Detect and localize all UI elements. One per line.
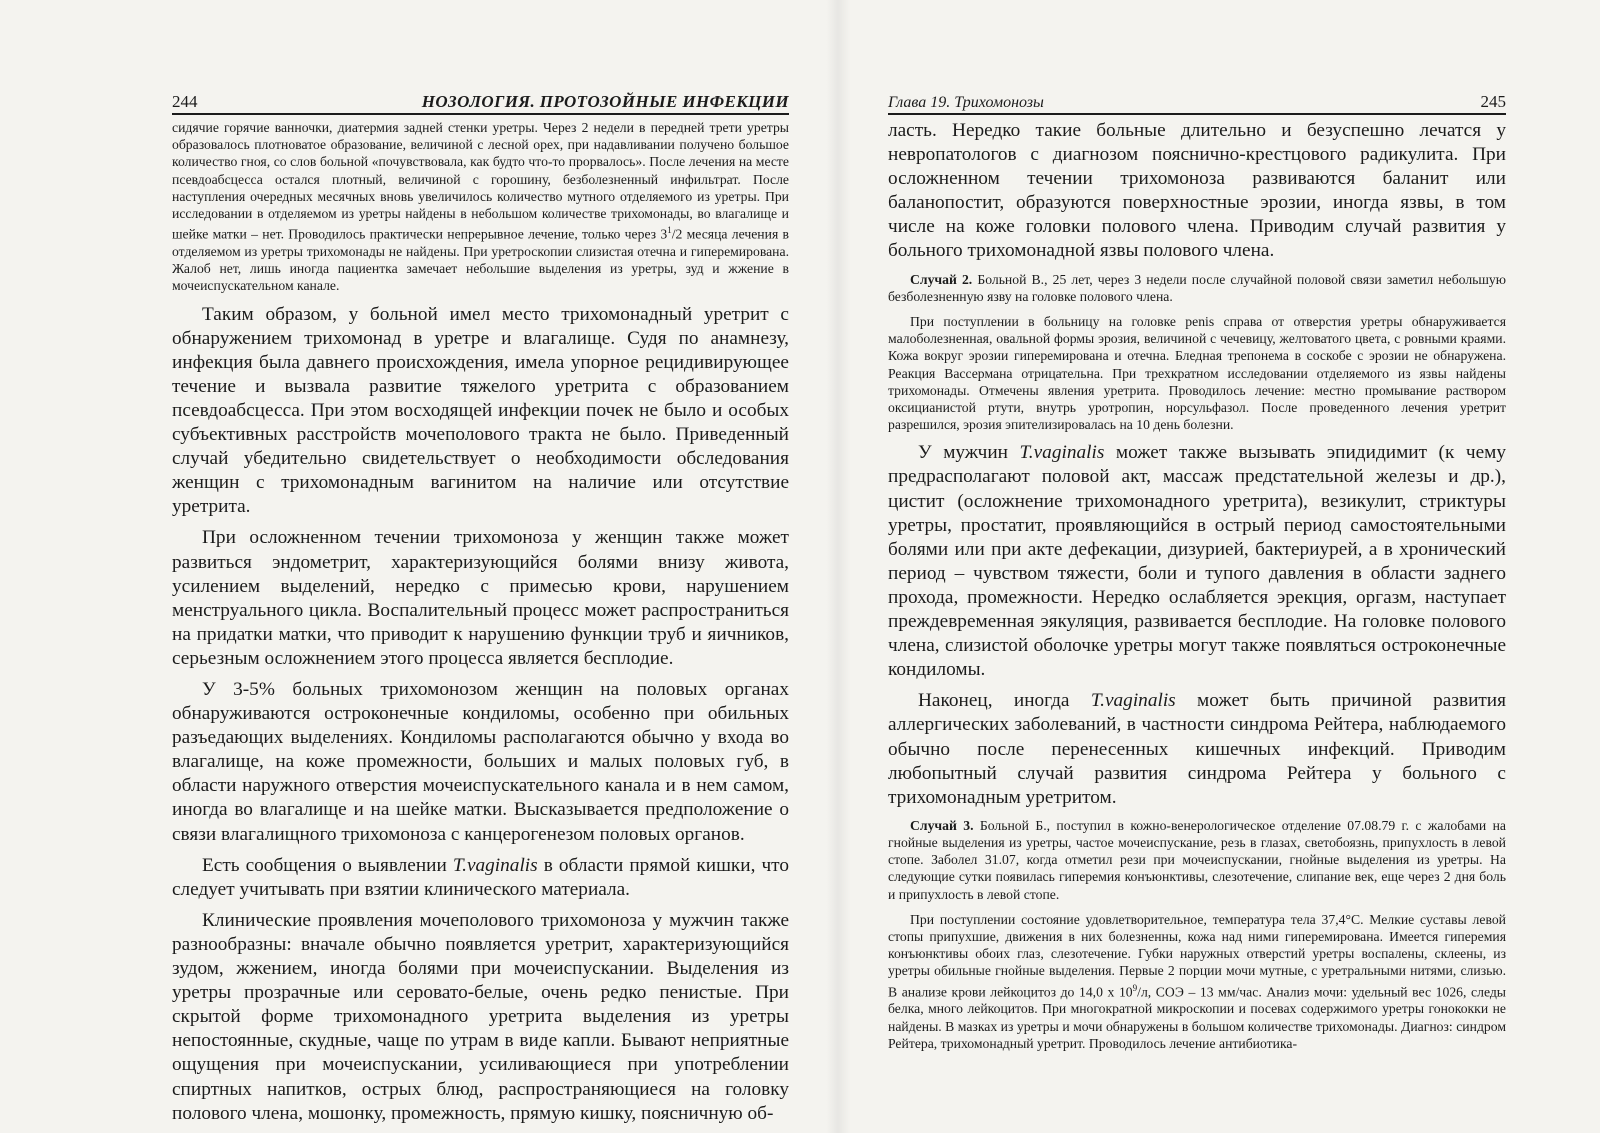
case2-intro: Случай 2. Больной В., 25 лет, через 3 недели после случайной половой связи заметил небольшую безболезненную язву на головке полового члена.: [888, 271, 1507, 304]
right-paragraph-3: Наконец, иногда T.vaginalis может быть причиной развития аллергических заболеваний, в частности синдрома Рейтера, наблюдаемого обычно после перенесенных кишечных инфекций. Приводим любопытный случай развития синдрома Рейтера у больного с трихомонадным уретритом.: [888, 690, 1506, 808]
right-running-head: [888, 82, 1506, 115]
left-paragraph-2: При осложненном течении трихомоноза у женщин также может развиться эндометрит, характеризующийся болями внизу живота, усилением выделений, нередко с примесью крови, нарушением менструального цикла. Воспалительный процесс может распространиться на придатки матки, что приводит к нарушению функции труб и яичников, серьезным осложнением этого процесса является бесплодие.: [172, 527, 789, 669]
book-gutter-shadow: [826, 0, 850, 1133]
right-paragraph-2: У мужчин T.vaginalis может также вызывать эпидидимит (к чему предрасполагают половой акт, массаж предстательной железы и др.), цистит (осложнение трихомонадного уретрита), везикулит, стриктуры уретры, простатит, проявляющийся в острый период самостоятельными болями или при акте дефекации, дизурией, бактериурей, а в хронический период – чувством тяжести, боли и тупого давления в области заднего прохода, промежности. Нередко ослабляется эрекция, оргазм, наступает преждевременная эякуляция, развивается бесплодие. На головке полового члена, слизистой оболочке уретры могут также появляться остроконечные кондиломы.: [888, 442, 1506, 681]
case3-label: Случай 3.: [910, 817, 974, 833]
species-name: T.vaginalis: [1019, 442, 1105, 464]
case3-body: При поступлении состояние удовлетворительное, температура тела 37,4°С. Мелкие суставы левой стопы припухшие, движения в них болезненны, кожа над ними гиперемирована. Имеется гиперемия конъюнктивы обоих глаз, слезотечение. Губки наружных отверстий уретры воспалены, склеены, из уретры обильные гнойные выделения. Первые 2 порции мочи мутные, с уретральными нитями, слизью. В анализе крови лейкоцитоз до 14,0 х $10^9/л$, СОЭ – 13 мм/час. Анализ мочи: удельный вес 1026, следы белка, много лейкоцитов. При многократной микроскопии и посевах содержимого уретры гонококки не найдены. В мазках из уретры и мочи обнаружены в большом количестве трихомонады. Диагноз: синдром Рейтера, трихомонадный уретрит. Проводилось лечение антибиотика-: [888, 911, 1506, 1051]
left-paragraph-3: У 3-5% больных трихомонозом женщин на половых органах обнаруживаются остроконечные кондиломы, особенно при обильных разъедающих выделениях. Кондиломы располагаются обычно у входа во влагалище, на коже промежности, больших и малых половых губ, в области наружного отверстия мочеиспускательного канала и в нем самом, иногда во влагалище и на шейке матки. Высказывается предположение о связи влагалищного трихомоноза с канцерогенезом половых органов.: [172, 679, 789, 845]
right-chapter-title: Глава 19. Трихомонозы: [888, 94, 1044, 111]
species-name: T.vaginalis: [452, 854, 538, 876]
case1-continuation: сидячие горячие ванночки, диатермия задней стенки уретры. Через 2 недели в передней трети уретры образовалось плотноватое образование, величиной с лесной орех, при надавливании получено большое количество гноя, со слов больной «почувствовала, как будто что-то прорвалось». После лечения на месте псевдоабсцесса остался плотный, величиной с горошину, безболезненный инфильтрат. После наступления очередных месячных вновь увеличилось количество мутного отделяемого из уретры. При исследовании в отделяемом из уретры найдены в небольшом количестве трихомонады, во влагалище и шейке матки – нет. Проводилось практически непрерывное лечение, только через $3^1/2$ месяца лечения в отделяемом из уретры трихомонады не найдены. При уретроскопии слизистая отечна и гиперемирована. Жалоб нет, лишь иногда пациентка замечает небольшие выделения из уретры, зуд и жжение в мочеиспускательном канале.: [172, 120, 789, 294]
left-paragraph-4: Есть сообщения о выявлении T.vaginalis в области прямой кишки, что следует учитывать при взятии клинического материала.: [172, 854, 789, 900]
right-page-number: 245: [1480, 92, 1506, 111]
case2-body: При поступлении в больницу на головке penis справа от отверстия уретры обнаруживается малоболезненная, овальной формы эрозия, величиной с чечевицу, желтоватого цвета, с ровными краями. Кожа вокруг эрозии гиперемирована и отечна. Бледная трепонема в соскобе с эрозии не обнаружена. Реакция Вассермана отрицательна. При трехкратном исследовании отделяемого из язвы найдены трихомонады. Отмечены явления уретрита. Проводилось лечение: местно промывание раствором оксицианистой ртути, внутрь уротропин, норсульфазол. После проведенного лечения уретрит разрешился, эрозия эпителизировалась на 10 день болезни.: [888, 313, 1506, 433]
left-page: [172, 82, 789, 1124]
species-name: T.vaginalis: [1090, 690, 1176, 712]
right-paragraph-1: ласть. Нередко такие больные длительно и безуспешно лечатся у невропатологов с диагнозом пояснично-крестцового радикулита. При осложненном течении трихомоноза развиваются баланит или баланопостит, образуются поверхностные эрозии, иногда язвы, в том числе на коже головки полового члена. Приводим случай развития у больного трихомонадной язвы полового члена.: [888, 120, 1506, 262]
case3-intro: Случай 3. Больной Б., поступил в кожно-венерологическое отделение 07.08.79 г. с жалобами на гнойные выделения из уретры, частое мочеиспускание, резь в глазах, светобоязнь, припухлость в левой стопе. Заболел 31.07, когда отметил рези при мочеиспускании, гнойные выделения из уретры. На следующие сутки появилась гиперемия конъюнктивы, слезотечение, слипание век, еще через 2 дня боль и припухлость в левой стопе.: [888, 817, 1506, 902]
right-page: [888, 82, 1506, 1103]
left-running-title: НОЗОЛОГИЯ. ПРОТОЗОЙНЫЕ ИНФЕКЦИИ: [421, 92, 789, 111]
left-running-head: [172, 82, 789, 115]
left-page-number: 244: [172, 92, 198, 111]
left-paragraph-5: Клинические проявления мочеполового трихомоноза у мужчин также разнообразны: вначале обычно появляется уретрит, характеризующийся зудом, жжением, иногда болями при мочеиспускании. Выделения из уретры прозрачные или серовато-белые, очень редко пенистые. При скрытой форме трихомонадного уретрита выделения из уретры непостоянные, скудные, чаще по утрам в виде капли. Бывают неприятные ощущения при мочеиспускании, усиливающиеся при употреблении спиртных напитков, острых блюд, распространяющиеся на головку полового члена, мошонку, промежность, прямую кишку, поясничную об-: [172, 909, 789, 1124]
case2-label: Случай 2.: [910, 271, 973, 287]
left-paragraph-1: Таким образом, у больной имел место трихомонадный уретрит с обнаружением трихомонад в уретре и влагалище. Судя по анамнезу, инфекция была давнего происхождения, имела упорное рецидивирующее течение и вызвала развитие тяжелого уретрита с образованием псевдоабсцесса. При этом восходящей инфекции почек не было и особых субъективных расстройств мочеполового тракта не было. Приведенный случай убедительно свидетельствует о необходимости обследования женщин с трихомонадным вагинитом на наличие или отсутствие уретрита.: [172, 303, 789, 518]
